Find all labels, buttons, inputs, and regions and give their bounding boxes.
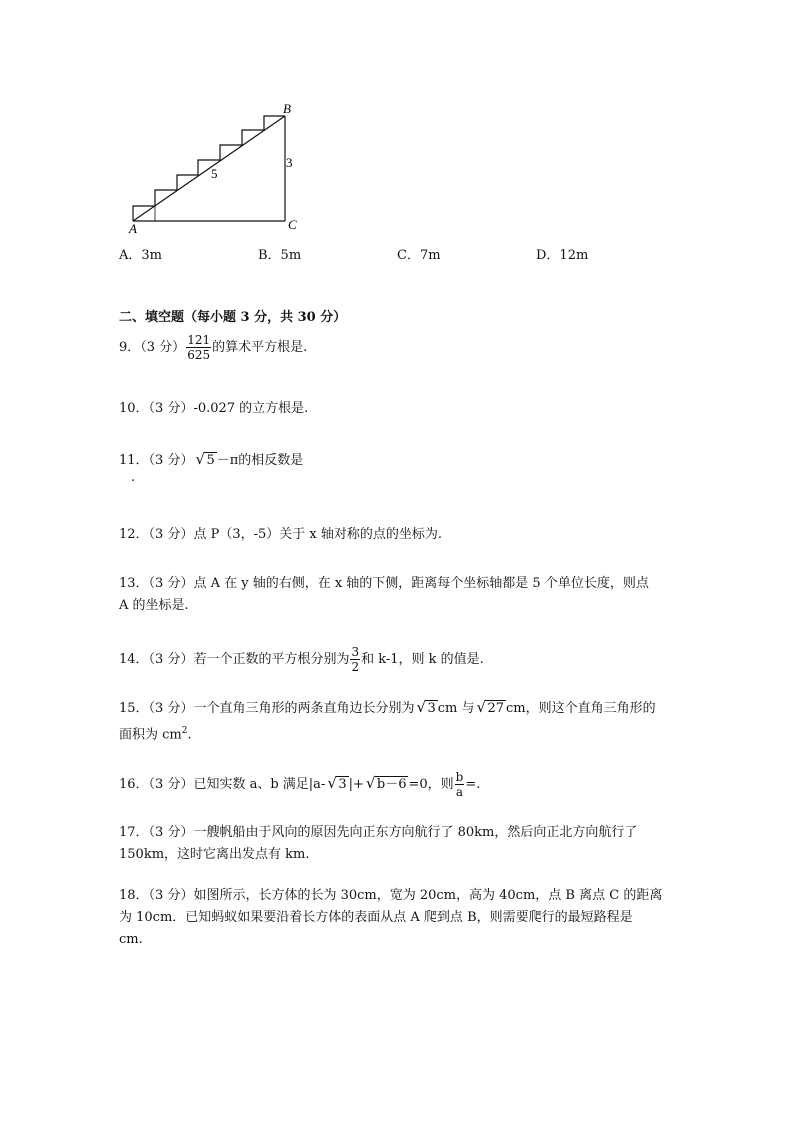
option-c: C．7m [397, 248, 441, 263]
question-15-line2 [119, 720, 192, 746]
q15-line2: 面积为 cm [119, 727, 182, 743]
q15-end: . [187, 727, 192, 743]
q16-mid: |+ [348, 777, 364, 792]
q9-denominator: 625 [187, 348, 211, 362]
q15-superscript: 2 [181, 726, 188, 736]
question-13-line2: A 的坐标是. [119, 598, 189, 613]
question-9 [119, 333, 307, 362]
question-15-line1 [119, 698, 656, 720]
q11-prefix: 11．（3 分） [119, 453, 194, 468]
q15-sqrt-2 [476, 698, 506, 720]
q14-numerator: 3 [351, 645, 360, 659]
q16-radicand-1: 3 [338, 777, 347, 792]
question-18-line3: cm. [119, 932, 143, 947]
staircase-triangle-figure [125, 100, 315, 235]
question-11 [119, 450, 303, 472]
question-14 [119, 645, 484, 674]
question-11-line2: . [131, 470, 136, 485]
q11-mid: －π的相反数是 [216, 453, 304, 468]
q9-suffix: 的算术平方根是. [212, 340, 308, 355]
q11-sqrt [195, 450, 216, 472]
q15-prefix: 15．（3 分）一个直角三角形的两条直角边长分别为 [119, 701, 415, 716]
q16-suffix: =. [465, 777, 481, 792]
q9-fraction [186, 333, 211, 362]
q16-radicand-2: b－6 [376, 777, 407, 792]
q16-sqrt-2 [366, 774, 409, 796]
q9-numerator: 121 [187, 333, 211, 347]
question-18-line2: 为 10cm．已知蚂蚁如果要沿着长方体的表面从点 A 爬到点 B，则需要爬行的最短路程是 [119, 910, 633, 925]
q11-radicand: 5 [206, 453, 215, 468]
q16-eq: =0，则 [408, 777, 454, 792]
label-hypotenuse: 5 [211, 166, 218, 181]
question-17-line2: 150km，这时它离出发点有 km. [119, 847, 310, 862]
q16-prefix: 16．（3 分）已知实数 a、b 满足|a- [119, 777, 326, 792]
label-side: 3 [286, 155, 293, 170]
q15-sqrt-1 [416, 698, 437, 720]
question-12: 12．（3 分）点 P（3，-5）关于 x 轴对称的点的坐标为. [119, 527, 442, 542]
q15-radicand-2: 27 [487, 701, 505, 716]
question-17-line1: 17．（3 分）一艘帆船由于风向的原因先向正东方向航行了 80km，然后向正北方向航行了 [119, 825, 638, 840]
label-a: A [129, 221, 137, 235]
label-b: B [283, 101, 291, 116]
q14-fraction [350, 645, 360, 674]
q16-fraction [455, 770, 465, 799]
section-title: 二、填空题（每小题 3 分，共 30 分） [119, 310, 347, 325]
q14-prefix: 14．（3 分）若一个正数的平方根分别为 [119, 652, 350, 667]
option-d: D．12m [536, 248, 589, 263]
q15-radicand-1: 3 [427, 701, 436, 716]
hypotenuse-line [133, 116, 285, 221]
question-16 [119, 770, 480, 799]
q14-denominator: 2 [351, 660, 360, 674]
question-13-line1: 13．（3 分）点 A 在 y 轴的右侧，在 x 轴的下侧，距离每个坐标轴都是 5 个单位长度，则点 [119, 576, 649, 591]
option-b: B．5m [258, 248, 302, 263]
question-10: 10．（3 分）-0.027 的立方根是. [119, 401, 309, 416]
label-c: C [288, 217, 297, 232]
q14-suffix: 和 k-1，则 k 的值是. [361, 652, 484, 667]
q9-prefix: 9．（3 分） [119, 340, 186, 355]
q15-mid: cm 与 [437, 701, 475, 716]
option-a: A．3m [119, 248, 162, 263]
q16-numerator: b [455, 770, 464, 784]
question-18-line1: 18．（3 分）如图所示，长方体的长为 30cm，宽为 20cm，高为 40cm，点 B 离点 C 的距离 [119, 888, 663, 903]
q15-suffix: cm，则这个直角三角形的 [506, 701, 656, 716]
q16-denominator: a [455, 785, 464, 799]
q16-sqrt-1 [327, 774, 348, 796]
